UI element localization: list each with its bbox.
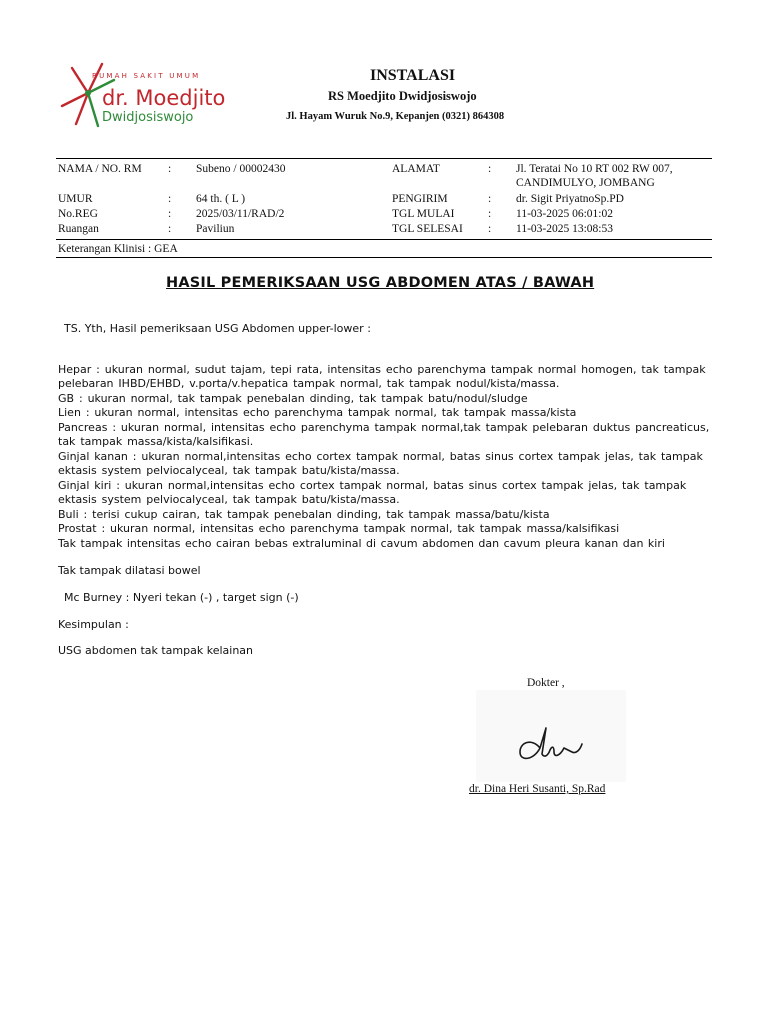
value-tgl-selesai: 11-03-2025 13:08:53 <box>516 223 613 235</box>
value-nama: Subeno / 00002430 <box>196 163 286 175</box>
value-alamat-line2: CANDIMULYO, JOMBANG <box>516 177 655 189</box>
finding-line: tak tampak massa/kista/kalsifikasi. <box>58 435 254 448</box>
logo-name-text: dr. Moedjito <box>102 86 226 110</box>
signature-image-icon <box>476 690 626 782</box>
value-ruangan: Paviliun <box>196 223 235 235</box>
finding-line: pelebaran IHBD/EHBD, v.porta/v.hepatica tampak normal, tak tampak nodul/kista/massa. <box>58 377 560 390</box>
label-alamat: ALAMAT <box>392 163 440 175</box>
separator: : <box>168 223 172 235</box>
divider-top <box>56 158 712 159</box>
kesimpulan-label: Kesimpulan : <box>58 618 129 631</box>
doctor-label: Dokter , <box>527 677 565 689</box>
finding-line: ektasis system pelviocalyceal, tak tampak batu/kista/massa. <box>58 493 400 506</box>
value-noreg: 2025/03/11/RAD/2 <box>196 208 285 220</box>
report-title: HASIL PEMERIKSAAN USG ABDOMEN ATAS / BAWAH <box>166 275 595 291</box>
label-pengirim: PENGIRIM <box>392 193 448 205</box>
separator: : <box>488 223 492 235</box>
logo-sub-text: Dwidjosiswojo <box>102 110 194 125</box>
logo-top-text: RUMAH SAKIT UMUM <box>92 72 201 80</box>
kesimpulan-text: USG abdomen tak tampak kelainan <box>58 644 254 657</box>
finding-line: Ginjal kanan : ukuran normal,intensitas echo cortex tampak normal, batas sinus cortex tampak jelas, tak tampak <box>58 450 703 463</box>
value-umur: 64 th. ( L ) <box>196 193 246 205</box>
finding-line: ektasis system pelviocalyceal, tak tampak batu/kista/massa. <box>58 464 400 477</box>
value-pengirim: dr. Sigit PriyatnoSp.PD <box>516 193 624 205</box>
finding-line: GB : ukuran normal, tak tampak penebalan dinding, tak tampak batu/nodul/sludge <box>58 392 528 405</box>
divider-middle <box>56 239 712 240</box>
finding-line: Tak tampak intensitas echo cairan bebas extraluminal di cavum abdomen dan cavum pleura kanan dan kiri <box>58 537 665 550</box>
keterangan-klinisi: Keterangan Klinisi : GEA <box>58 243 178 255</box>
label-noreg: No.REG <box>58 208 98 220</box>
finding-line: Lien : ukuran normal, intensitas echo parenchyma tampak normal, tak tampak massa/kista <box>58 406 577 419</box>
finding-line: Hepar : ukuran normal, sudut tajam, tepi rata, intensitas echo parenchyma tampak normal homogen, tak tampak <box>58 363 706 376</box>
label-tgl-selesai: TGL SELESAI <box>392 223 463 235</box>
bowel-finding: Tak tampak dilatasi bowel <box>58 564 201 577</box>
label-nama: NAMA / NO. RM <box>58 163 142 175</box>
value-tgl-mulai: 11-03-2025 06:01:02 <box>516 208 613 220</box>
finding-line: Pancreas : ukuran normal, intensitas echo parenchyma tampak normal,tak tampak pelebaran duktus pancreaticus, <box>58 421 710 434</box>
label-tgl-mulai: TGL MULAI <box>392 208 455 220</box>
hospital-name: RS Moedjito Dwidjosiswojo <box>328 89 477 103</box>
separator: : <box>488 208 492 220</box>
finding-line: Ginjal kiri : ukuran normal,intensitas echo cortex tampak normal, batas sinus cortex tampak jelas, tak tampak <box>58 479 687 492</box>
label-umur: UMUR <box>58 193 93 205</box>
separator: : <box>168 193 172 205</box>
label-ruangan: Ruangan <box>58 223 99 235</box>
separator: : <box>488 163 492 175</box>
value-alamat-line1: Jl. Teratai No 10 RT 002 RW 007, <box>516 163 673 175</box>
mcburney-finding: Mc Burney : Nyeri tekan (-) , target sign (-) <box>64 591 299 604</box>
doctor-name: dr. Dina Heri Susanti, Sp.Rad <box>469 783 606 795</box>
finding-line: Buli : terisi cukup cairan, tak tampak penebalan dinding, tak tampak massa/batu/kista <box>58 508 550 521</box>
page-title: INSTALASI <box>370 67 456 84</box>
report-greeting: TS. Yth, Hasil pemeriksaan USG Abdomen upper-lower : <box>64 322 371 335</box>
separator: : <box>488 193 492 205</box>
hospital-address: Jl. Hayam Wuruk No.9, Kepanjen (0321) 864308 <box>286 111 505 122</box>
separator: : <box>168 208 172 220</box>
divider-bottom <box>56 257 712 258</box>
finding-line: Prostat : ukuran normal, intensitas echo parenchyma tampak normal, tak tampak massa/kalsifikasi <box>58 522 620 535</box>
separator: : <box>168 163 172 175</box>
